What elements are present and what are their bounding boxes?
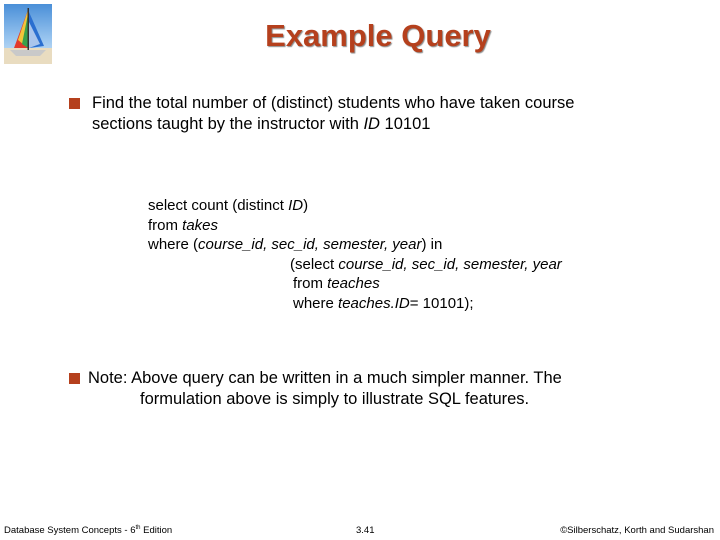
bullet2-line2: formulation above is simply to illustrate SQL features. xyxy=(140,390,530,408)
bullet1-line2: sections taught by the instructor with ID 10101 xyxy=(92,115,431,133)
sql-line-from: from takes xyxy=(148,216,219,234)
bullet2-line1: Note: Above query can be written in a much simpler manner. The xyxy=(88,369,562,387)
slide-title: Example Query xyxy=(265,18,491,53)
footer-page-number: 3.41 xyxy=(356,525,375,536)
sql-line-where: where (course_id, sec_id, semester, year) in xyxy=(148,236,443,253)
bullet-find-query xyxy=(92,93,652,135)
footer-book-title: Database System Concepts - 6th Edition xyxy=(4,525,173,537)
title-divider xyxy=(90,58,720,60)
footer-copyright: ©Silberschatz, Korth and Sudarshan xyxy=(560,525,714,536)
sql-line-subfrom: from teaches xyxy=(293,275,380,292)
sql-line-subselect: (select course_id, sec_id, semester, year xyxy=(290,255,562,273)
square-bullet-icon xyxy=(69,98,80,109)
sql-line-select: select count (distinct ID) xyxy=(148,197,309,214)
sql-line-subwhere: where teaches.ID= 10101); xyxy=(293,294,474,312)
square-bullet-icon xyxy=(69,373,80,384)
sql-query-block xyxy=(0,196,562,313)
bullet-note xyxy=(88,368,688,410)
bullet1-line1: Find the total number of (distinct) students who have taken course xyxy=(92,94,575,112)
